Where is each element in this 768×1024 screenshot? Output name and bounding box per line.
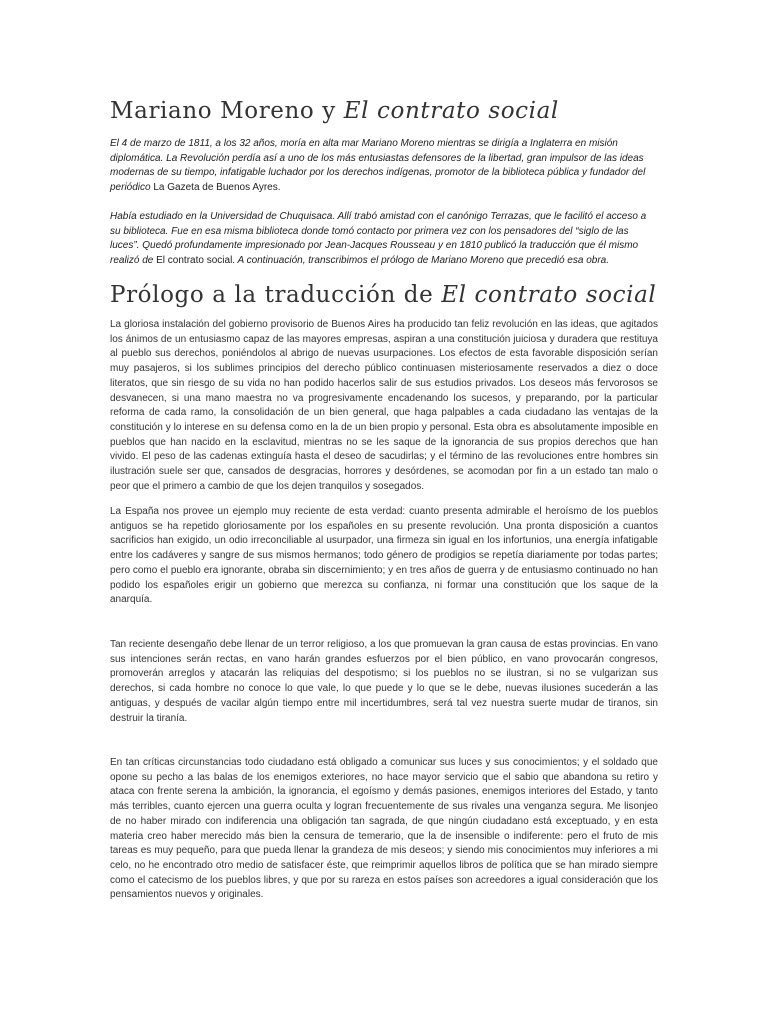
title-italic: El contrato social <box>343 98 559 124</box>
section-title <box>110 280 656 310</box>
intro-paragraph-2 <box>110 210 658 268</box>
intro-p1-newspaper: La Gazeta de Buenos Ayres. <box>153 181 281 193</box>
body-paragraph-4 <box>110 756 658 903</box>
intro-p2-book: El contrato social. <box>156 254 236 266</box>
title-prefix: Mariano Moreno y <box>110 98 344 124</box>
body-paragraph-1 <box>110 318 658 494</box>
intro-paragraph-1 <box>110 137 658 195</box>
body-p1-text: La gloriosa instalación del gobierno provisorio de Buenos Aires ha producido tan feliz revolución en las ideas, que agitados los ánimos de un entusiasmo capaz de las mayores empresas, aspiran a una constitución juiciosa y duradera que restituya al pueblo sus derechos, poniéndolos al abrigo de nuevas usurpaciones. Los efectos de esta favorable disposición serían muy pasajeros, si los sublimes principios del derecho público continuasen misteriosamente reservados a diez o doce literatos, que sin riesgo de su vida no han podido hacerlos salir de sus estudios privados. Los deseos más fervorosos se desvanecen, si una mano maestra no va progresivamente encadenando los sucesos, y preparando, por la particular reforma de cada ramo, la consolidación de un bien general, que haga palpables a cada ciudadano las ventajas de la constitución y lo interese en su defensa como en la de un bien propio y personal. Esta obra es absolutamente imposible en pueblos que han nacido en la esclavitud, mientras no se les saque de la ignorancia de sus propios derechos que han vivido. El peso de las cadenas extinguía hasta el deseo de sacudirlas; y el término de las revoluciones entre hombres sin ilustración suele ser que, cansados de desgracias, horrores y desórdenes, se acomodan por fin a un estado tan malo o peor que el primero a cambio de que los dejen tranquilos y sosegados. <box>110 319 658 492</box>
body-paragraph-2 <box>110 505 658 608</box>
body-paragraph-3 <box>110 638 658 726</box>
intro-p1-text: El 4 de marzo de 1811, a los 32 años, moría en alta mar Mariano Moreno mientras se dirigía a Inglaterra en misión diplomática. La Revolución perdía así a uno de los más entusiastas defensores de la libertad, gran impulsor de las ideas modernas de su tiempo, infatigable luchador por los derechos indígenas, promotor de la biblioteca pública y fundador del periódico <box>110 138 646 193</box>
page-title <box>110 96 559 126</box>
intro-p2-tail: A continuación, transcribimos el prólogo de Mariano Moreno que precedió esa obra. <box>235 254 609 266</box>
body-p3-text: Tan reciente desengaño debe llenar de un terror religioso, a los que promuevan la gran causa de estas provincias. En vano sus intenciones serán rectas, en vano harán grandes esfuerzos por el bien público, en vano provocarán congresos, promoverán arreglos y atacarán las reliquias del despotismo; si los pueblos no se ilustran, si no se vulgarizan sus derechos, si cada hombre no conoce lo que vale, lo que puede y lo que se le debe, nuevas ilusiones sucederán a las antiguas, y después de vacilar algún tiempo entre mil incertidumbres, será tal vez nuestra suerte mudar de tiranos, sin destruir la tiranía. <box>110 639 658 724</box>
section-title-prefix: Prólogo a la traducción de <box>110 282 442 308</box>
section-title-italic: El contrato social <box>441 282 657 308</box>
body-p4-text: En tan críticas circunstancias todo ciudadano está obligado a comunicar sus luces y sus conocimientos; y el soldado que opone su pecho a las balas de los enemigos exteriores, no hace mayor servicio que el sabio que abandona su retiro y ataca con frente serena la ambición, la ignorancia, el egoísmo y demás pasiones, enemigos interiores del Estado, y tanto más terribles, cuanto ejercen una guerra oculta y logran frecuentemente de sus rivales una venganza segura. Me lisonjeo de no haber mirado con indiferencia una obligación tan sagrada, de que ningún ciudadano está exceptuado, y en esta materia creo haber merecido más bien la censura de temerario, que la de insensible o indiferente: pero el fruto de mis tareas es muy pequeño, para que pueda llenar la grandeza de mis deseos; y siendo mis conocimientos muy inferiores a mi celo, no he encontrado otro medio de satisfacer éste, que reimprimir aquellos libros de política que se han mirado siempre como el catecismo de los pueblos libres, y que por su rareza en estos países son acreedores a igual consideración que los pensamientos nuevos y originales. <box>110 757 658 901</box>
body-p2-text: La España nos provee un ejemplo muy reciente de esta verdad: cuanto presenta admirable el heroísmo de los pueblos antiguos se ha repetido gloriosamente por los españoles en su presente revolución. Una pronta disposición a cuantos sacrificios han exigido, un odio irreconciliable al usurpador, una firmeza sin igual en los infortunios, una energía infatigable entre los cadáveres y sangre de sus mismos hermanos; todo género de prodigios se repetía diariamente por todas partes; pero como el pueblo era ignorante, obraba sin discernimiento; y en tres años de guerra y de entusiasmo continuado no han podido los españoles erigir un gobierno que merezca su confianza, ni formar una constitución que los saque de la anarquía. <box>110 506 658 606</box>
intro-p2-text: Había estudiado en la Universidad de Chuquisaca. Allí trabó amistad con el canónigo Terrazas, que le facilitó el acceso a su biblioteca. Fue en esa misma biblioteca donde tomó contacto por primera vez con los pensadores del “siglo de las luces”. Quedó profundamente impresionado por Jean-Jacques Rousseau y en 1810 publicó la traducción que él mismo realizó de <box>110 211 647 266</box>
